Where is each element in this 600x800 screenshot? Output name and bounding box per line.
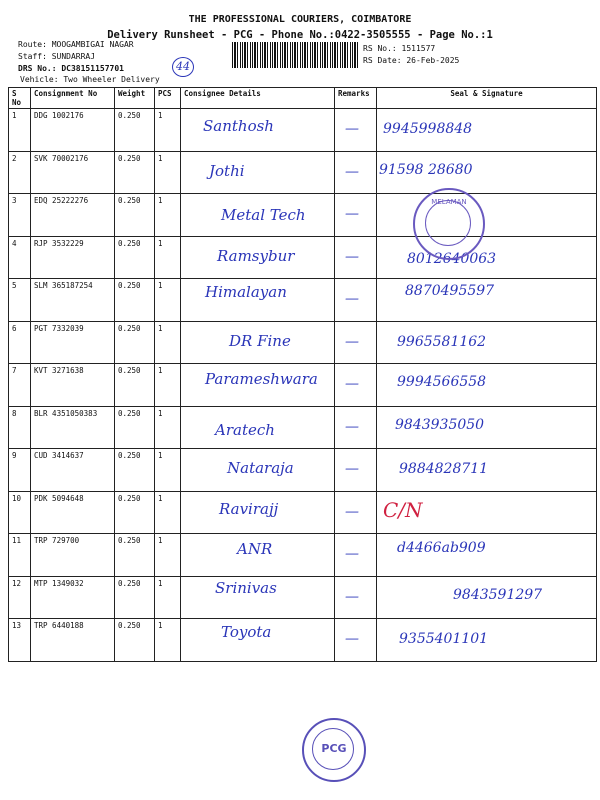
row-pcs: 1 — [155, 619, 181, 662]
row-remark: — — [345, 461, 359, 477]
row-consignment: SVK 70002176 — [31, 151, 115, 194]
table-row — [9, 236, 597, 279]
row-sno: 12 — [9, 576, 31, 619]
row-weight: 0.250 — [115, 619, 155, 662]
row-consignee-cell — [181, 236, 335, 279]
row-remark: — — [345, 333, 359, 350]
row-consignee-cell — [181, 364, 335, 407]
row-signature-cell — [377, 151, 597, 194]
row-signature-cell — [377, 534, 597, 577]
row-consignee-cell — [181, 406, 335, 449]
row-signature-cell — [377, 194, 597, 237]
row-sno: 2 — [9, 151, 31, 194]
pcg-stamp-text: PCG — [321, 742, 347, 755]
row-consignee: Ramsybur — [217, 246, 295, 265]
row-pcs: 1 — [155, 449, 181, 492]
row-consignee-cell — [181, 449, 335, 492]
seal-stamp — [413, 188, 485, 260]
row-signature-cell — [377, 576, 597, 619]
row-remark: — — [345, 206, 359, 222]
row-signature-cell — [377, 236, 597, 279]
rs-number: RS No.: 1511577 — [363, 44, 436, 53]
rs-date: RS Date: 26-Feb-2025 — [363, 56, 460, 65]
row-remark: — — [345, 418, 359, 435]
row-pcs: 1 — [155, 534, 181, 577]
staff-label: Staff: SUNDARRAJ — [18, 52, 96, 61]
row-pcs: 1 — [155, 279, 181, 322]
col-remarks: Remarks — [335, 88, 377, 109]
row-consignment: DDG 1002176 — [31, 109, 115, 152]
row-sno: 11 — [9, 534, 31, 577]
row-pcs: 1 — [155, 491, 181, 534]
row-consignment: MTP 1349032 — [31, 576, 115, 619]
row-consignee: Metal Tech — [221, 206, 306, 224]
row-consignment: PDK 5094648 — [31, 491, 115, 534]
row-consignment: KVT 3271638 — [31, 364, 115, 407]
table-header — [9, 88, 597, 109]
row-consignee-cell — [181, 321, 335, 364]
row-pcs: 1 — [155, 194, 181, 237]
row-remark: — — [345, 376, 359, 392]
row-signature-cell — [377, 321, 597, 364]
row-weight: 0.250 — [115, 151, 155, 194]
row-consignment: BLR 4351050383 — [31, 406, 115, 449]
row-signature: C/N — [383, 497, 423, 522]
row-weight: 0.250 — [115, 534, 155, 577]
row-weight: 0.250 — [115, 406, 155, 449]
row-weight: 0.250 — [115, 236, 155, 279]
row-pcs: 1 — [155, 151, 181, 194]
row-weight: 0.250 — [115, 364, 155, 407]
row-sno: 5 — [9, 279, 31, 322]
table-row — [9, 151, 597, 194]
row-remark-cell — [335, 576, 377, 619]
runsheet-subtitle: Delivery Runsheet - PCG - Phone No.:0422-3505555 - Page No.:1 — [107, 29, 493, 41]
row-consignment: RJP 3532229 — [31, 236, 115, 279]
row-remark-cell — [335, 534, 377, 577]
row-weight: 0.250 — [115, 109, 155, 152]
table-row — [9, 534, 597, 577]
row-consignee: Jothi — [209, 161, 245, 180]
col-consignment: Consignment No — [31, 88, 115, 109]
row-pcs: 1 — [155, 321, 181, 364]
route-label: Route: MOOGAMBIGAI NAGAR — [18, 40, 134, 49]
row-consignee-cell — [181, 279, 335, 322]
row-signature: 9945998848 — [383, 121, 473, 137]
row-signature-cell — [377, 406, 597, 449]
row-consignee: Srinivas — [215, 578, 277, 597]
row-consignment: TRP 6440188 — [31, 619, 115, 662]
row-signature-cell — [377, 619, 597, 662]
pcg-stamp — [302, 718, 366, 782]
row-signature-cell — [377, 279, 597, 322]
row-remark-cell — [335, 194, 377, 237]
row-weight: 0.250 — [115, 321, 155, 364]
row-remark: — — [345, 588, 359, 605]
row-remark-cell — [335, 491, 377, 534]
row-sno: 13 — [9, 619, 31, 662]
row-consignee: Nataraja — [227, 459, 294, 477]
drs-label: DRS No.: DC38151157701 — [18, 64, 124, 73]
row-signature: 9355401101 — [399, 631, 489, 647]
company-title: THE PROFESSIONAL COURIERS, COIMBATORE — [188, 14, 412, 25]
row-consignment: TRP 729700 — [31, 534, 115, 577]
table-row — [9, 576, 597, 619]
row-pcs: 1 — [155, 109, 181, 152]
row-sno: 6 — [9, 321, 31, 364]
row-consignment: EDQ 25222276 — [31, 194, 115, 237]
row-sno: 3 — [9, 194, 31, 237]
row-remark-cell — [335, 236, 377, 279]
col-pcs: PCS — [155, 88, 181, 109]
row-consignee: Parameshwara — [205, 370, 318, 388]
col-signature: Seal & Signature — [377, 88, 597, 109]
row-remark: — — [345, 163, 359, 180]
runsheet-table — [8, 87, 597, 662]
row-signature: 91598 28680 — [379, 161, 473, 178]
table-row — [9, 406, 597, 449]
row-remark: — — [345, 291, 359, 307]
row-remark-cell — [335, 109, 377, 152]
row-sno: 9 — [9, 449, 31, 492]
row-remark-cell — [335, 321, 377, 364]
row-pcs: 1 — [155, 364, 181, 407]
table-row — [9, 279, 597, 322]
table-row — [9, 619, 597, 662]
row-consignee-cell — [181, 619, 335, 662]
row-signature: 9843935050 — [395, 416, 485, 433]
circled-note: 44 — [172, 57, 194, 77]
row-remark-cell — [335, 279, 377, 322]
barcode — [232, 42, 358, 68]
row-consignee: Himalayan — [205, 283, 287, 301]
row-pcs: 1 — [155, 406, 181, 449]
row-consignee-cell — [181, 109, 335, 152]
col-sno: S No — [9, 88, 31, 109]
row-consignee: ANR — [237, 540, 273, 558]
table-row — [9, 491, 597, 534]
table-row — [9, 109, 597, 152]
row-weight: 0.250 — [115, 491, 155, 534]
row-signature-cell — [377, 491, 597, 534]
row-remark-cell — [335, 364, 377, 407]
row-signature: 9965581162 — [397, 333, 487, 350]
row-consignee: Santhosh — [203, 117, 274, 135]
row-sno: 10 — [9, 491, 31, 534]
row-pcs: 1 — [155, 576, 181, 619]
row-signature-cell — [377, 109, 597, 152]
row-weight: 0.250 — [115, 279, 155, 322]
row-signature: d4466ab909 — [397, 540, 486, 556]
row-remark: — — [345, 546, 359, 562]
row-signature: 9994566558 — [397, 374, 487, 390]
row-consignee: Aratech — [215, 420, 275, 439]
row-weight: 0.250 — [115, 449, 155, 492]
row-remark-cell — [335, 619, 377, 662]
row-consignment: CUD 3414637 — [31, 449, 115, 492]
seal-stamp-text: MELAMAN — [431, 198, 467, 206]
row-signature-cell — [377, 364, 597, 407]
table-row — [9, 194, 597, 237]
row-remark: — — [345, 248, 359, 265]
row-consignee: DR Fine — [229, 331, 291, 350]
row-consignment: PGT 7332039 — [31, 321, 115, 364]
row-pcs: 1 — [155, 236, 181, 279]
row-consignee-cell — [181, 534, 335, 577]
row-weight: 0.250 — [115, 194, 155, 237]
table-row — [9, 449, 597, 492]
row-remark: — — [345, 503, 359, 520]
table-row — [9, 321, 597, 364]
row-remark: — — [345, 121, 359, 137]
row-consignee-cell — [181, 576, 335, 619]
col-consignee: Consignee Details — [181, 88, 335, 109]
row-signature: 9843591297 — [453, 586, 543, 603]
row-signature: 8012640063 — [407, 250, 497, 267]
row-remark-cell — [335, 151, 377, 194]
row-sno: 1 — [9, 109, 31, 152]
row-consignee-cell — [181, 151, 335, 194]
row-weight: 0.250 — [115, 576, 155, 619]
col-weight: Weight — [115, 88, 155, 109]
row-consignee-cell — [181, 194, 335, 237]
row-sno: 7 — [9, 364, 31, 407]
row-signature-cell — [377, 449, 597, 492]
row-remark-cell — [335, 406, 377, 449]
row-sno: 8 — [9, 406, 31, 449]
row-remark: — — [345, 631, 359, 647]
row-consignee: Toyota — [221, 623, 272, 641]
row-signature: 9884828711 — [399, 461, 489, 477]
row-consignee: Ravirajj — [219, 499, 279, 518]
vehicle-label: Vehicle: Two Wheeler Delivery — [20, 75, 160, 84]
row-signature: 8870495597 — [405, 283, 495, 299]
row-consignee-cell — [181, 491, 335, 534]
row-remark-cell — [335, 449, 377, 492]
table-row — [9, 364, 597, 407]
row-consignment: SLM 365187254 — [31, 279, 115, 322]
row-sno: 4 — [9, 236, 31, 279]
